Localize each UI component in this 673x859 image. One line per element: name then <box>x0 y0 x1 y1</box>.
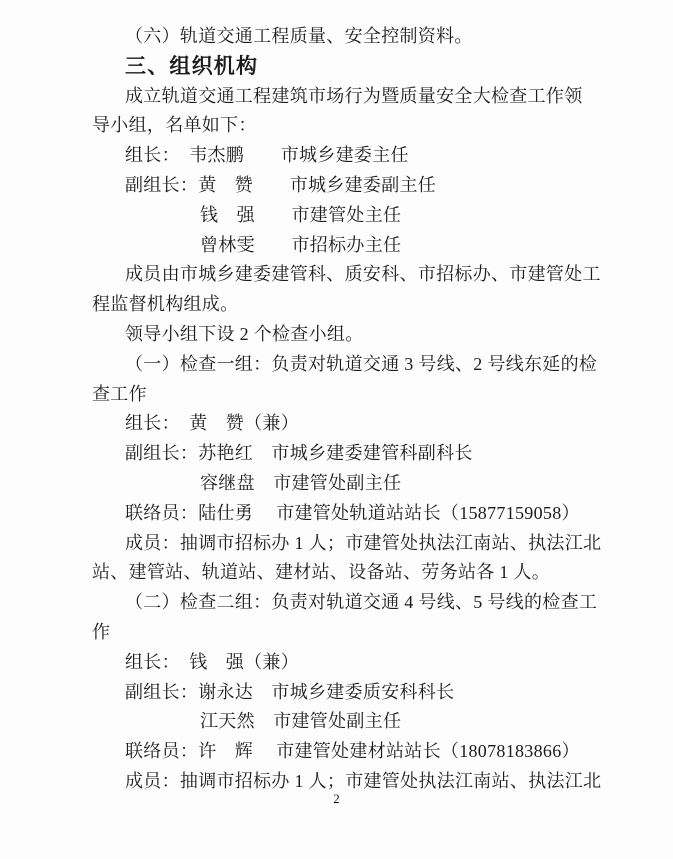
line-group2-duty-l2: 作 <box>92 621 111 642</box>
para-establish-group-l2: 导小组，名单如下： <box>92 115 257 136</box>
line-group1-duty-l1: （一）检查一组：负责对轨道交通 3 号线、2 号线东延的检 <box>125 353 598 374</box>
line-group1-leader: 组长： 黄 赞（兼） <box>125 413 299 434</box>
line-group2-deputy-1: 副组长：谢永达 市城乡建委质安科科长 <box>125 681 455 702</box>
line-group2-liaison: 联络员：许 辉 市建管处建材站站长（18078183866） <box>125 741 580 762</box>
line-group2-duty-l1: （二）检查二组：负责对轨道交通 4 号线、5 号线的检查工 <box>125 592 598 613</box>
line-group2-leader: 组长： 钱 强（兼） <box>125 651 299 672</box>
line-item-six: （六）轨道交通工程质量、安全控制资料。 <box>125 26 473 46</box>
para-establish-group-l1: 成立轨道交通工程建筑市场行为暨质量安全大检查工作领 <box>125 85 583 106</box>
document-body <box>92 22 637 797</box>
para-members-l1: 成员由市城乡建委建管科、质安科、市招标办、市建管处工 <box>125 264 601 285</box>
line-group1-liaison: 联络员：陆仕勇 市建管处轨道站站长（15877159058） <box>125 502 580 523</box>
line-group1-duty-l2: 查工作 <box>92 383 147 404</box>
line-group1-deputy-1: 副组长：苏艳红 市城乡建委建管科副科长 <box>125 443 473 464</box>
line-group1-members-l1: 成员：抽调市招标办 1 人；市建管处执法江南站、执法江北 <box>125 532 602 553</box>
line-deputy-leader-2: 钱 强 市建管处主任 <box>200 204 402 225</box>
line-deputy-leader-3: 曾林雯 市招标办主任 <box>200 234 402 255</box>
line-group1-deputy-2: 容继盘 市建管处副主任 <box>200 472 402 493</box>
line-group2-members-l1: 成员：抽调市招标办 1 人；市建管处执法江南站、执法江北 <box>125 770 602 791</box>
heading-organization: 三、组织机构 <box>125 53 259 78</box>
line-deputy-leader-1: 副组长：黄 赞 市城乡建委副主任 <box>125 174 437 195</box>
line-group2-deputy-2: 江天然 市建管处副主任 <box>200 711 402 732</box>
para-members-l2: 程监督机构组成。 <box>92 294 239 315</box>
para-subgroups: 领导小组下设 2 个检查小组。 <box>125 323 364 344</box>
page-number: 2 <box>333 791 340 806</box>
line-group1-members-l2: 站、建管站、轨道站、建材站、设备站、劳务站各 1 人。 <box>92 562 551 583</box>
line-leader: 组长： 韦杰鹏 市城乡建委主任 <box>125 145 409 166</box>
